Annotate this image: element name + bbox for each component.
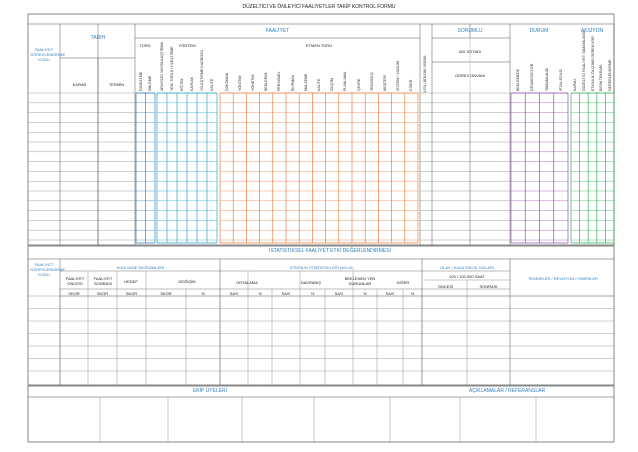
activity-header: FAALİYET bbox=[265, 28, 290, 34]
factor-column-14: DİĞER bbox=[409, 79, 414, 91]
status-header: DURUM bbox=[529, 28, 549, 34]
stats-sub-label-8: % bbox=[310, 290, 315, 296]
incident-rate-header: OLAY / KAZA SIKLIK HIZLARI bbox=[440, 265, 494, 270]
status-column-1: DEVAM EDİYOR bbox=[530, 63, 535, 91]
stats-sub-label-4: % bbox=[201, 290, 205, 296]
activity-type-column-1: ÖNLEME bbox=[148, 75, 153, 91]
stats-sub-label-12: % bbox=[410, 290, 415, 296]
method-column-5: KALİTE bbox=[210, 78, 214, 91]
deadline-date-label: TERMİN bbox=[108, 82, 125, 87]
factor-column-4: PERSONEL bbox=[277, 71, 282, 91]
factor-column-12: MÜŞTERİ bbox=[383, 74, 387, 91]
action-column-1: DÜZELTİCİ FAALİYET TAMAMLANDI bbox=[581, 30, 586, 91]
date-header: TARİH bbox=[90, 35, 106, 41]
factor-column-0: DOKÜMAN bbox=[224, 72, 229, 91]
factor-column-2: YÖNETİM bbox=[251, 74, 255, 91]
stats-sub-label-3: SKOR bbox=[160, 290, 172, 296]
status-column-0: BEKLEMEDE bbox=[516, 69, 521, 91]
notes-references-header: AÇIKLAMALAR / REFERANSLAR bbox=[468, 388, 546, 394]
action-column-3: BİRİM TEKRARI bbox=[599, 64, 604, 91]
status-column-2: TAMAMLANDI bbox=[544, 67, 549, 91]
related-department-label: İLGİLİ BÖLÜM / BİRİMİ bbox=[423, 55, 427, 93]
stats-sub-label-1: SKOR bbox=[96, 290, 109, 296]
effectiveness-stats-header: ETKİNLİK İSTATİSTİKLERİ (AYLIK) bbox=[290, 265, 354, 270]
statistics-header: İSTATİSTİKSEL FAALİYET ETKİ DEĞERLENDİRMESİ bbox=[268, 248, 392, 254]
stats-sub-label-0: SKOR bbox=[68, 290, 80, 296]
incident-rate-unit: 100 / 100.000 SAAT bbox=[449, 274, 485, 279]
action-column-2: ETKİNLİK ÖLÇÜMÜ GEREKİYOR bbox=[590, 36, 595, 91]
target-label: HEDEF bbox=[124, 279, 138, 284]
responsible-header: SORUMLU bbox=[457, 28, 483, 34]
change-label: DEĞİŞİM bbox=[178, 279, 196, 284]
method-column-3: KAYNAK bbox=[190, 76, 194, 91]
factor-column-3: BENLERİM bbox=[264, 72, 269, 91]
stats-sub-label-7: SAYI bbox=[281, 290, 291, 296]
factor-column-10: ÇEVRE bbox=[356, 78, 361, 91]
factor-column-11: TEDARİKÇİ bbox=[369, 71, 374, 91]
short-term-header: KISA VADE DEĞİŞİMLERİ bbox=[116, 265, 165, 270]
method-column-4: İYİLEŞTİRME KADROSU bbox=[200, 49, 204, 91]
status-column-3: İPTAL EDİLDİ bbox=[558, 68, 563, 91]
factor-column-6: MALZEME bbox=[303, 73, 308, 91]
action-column-0: KAPALI bbox=[573, 78, 578, 91]
activity-type-column-0: DÜZELTME bbox=[138, 71, 143, 91]
method-column-1: YENİ TÜRLÜ İYİLEŞTİRME bbox=[170, 46, 174, 91]
action-header: AKSİYON bbox=[580, 28, 604, 34]
before-activity-label: FAALİYET ÖNCESİ bbox=[65, 276, 85, 286]
stats-sub-label-2: SKOR bbox=[125, 290, 138, 296]
method-column-2: EĞİTİM bbox=[180, 78, 184, 91]
other-label: DİĞER bbox=[396, 280, 410, 285]
factor-column-1: YÖNTEM bbox=[237, 75, 242, 91]
action-column-4: DEĞERLENDİRME bbox=[607, 59, 612, 91]
team-members-header: EKİP ÜYELERİ bbox=[192, 388, 228, 394]
responsible-name-label: ADI SOYADI bbox=[458, 49, 482, 54]
method-column-0: ARAYÜZÜ YAYGINLAŞTIRMA bbox=[160, 42, 164, 91]
incident-after-label: SONRASI bbox=[479, 284, 498, 289]
behavior-label: DAVRANIŞ bbox=[300, 280, 322, 285]
form-title: DÜZELTİCİ VE ÖNLEYİCİ FAALİYETLER TAKİP KONTROL FORMU bbox=[242, 4, 396, 10]
stats-sub-label-11: SAYI bbox=[385, 290, 395, 296]
after-activity-label: FAALİYET SONRASI bbox=[93, 276, 113, 286]
stats-sub-label-9: SAYI bbox=[334, 290, 344, 296]
factor-type-label: ETMEN TÜRÜ bbox=[305, 43, 333, 48]
factor-column-9: PLANLAMA bbox=[343, 71, 348, 91]
incident-before-label: ÖNCESİ bbox=[437, 284, 454, 289]
expected-situations-label: BEKLENEN YEN DURUMLAR bbox=[344, 276, 376, 286]
decision-date-label: KARAR bbox=[72, 82, 87, 87]
stats-sub-label-5: SAYI bbox=[229, 290, 239, 296]
average-label: ORTALAMA bbox=[236, 280, 258, 285]
measures-header: TEDBİRLER / REVİZYON / ÖNERİLER bbox=[527, 276, 598, 281]
method-label: YÖNTEM bbox=[178, 43, 196, 48]
factor-column-7: KALİTE bbox=[317, 78, 321, 91]
factor-column-13: SİSTEM / YAZILIM bbox=[396, 60, 401, 91]
stats-sub-label-6: % bbox=[258, 290, 262, 296]
stats-activity-code-header: FAALİYET GÖREVLENDİRME KODU bbox=[30, 262, 66, 277]
responsible-title-label: GÖREV ÜNVANI bbox=[454, 73, 486, 78]
factor-column-8: ÖLÇÜM bbox=[330, 78, 335, 91]
activity-type-label: TÜRÜ bbox=[139, 43, 151, 48]
factor-column-5: EKİPMAN bbox=[290, 74, 295, 91]
stats-sub-label-10: % bbox=[363, 290, 367, 296]
activity-code-header: FAALİYET GÖREVLENDİRME KODU bbox=[30, 47, 66, 62]
